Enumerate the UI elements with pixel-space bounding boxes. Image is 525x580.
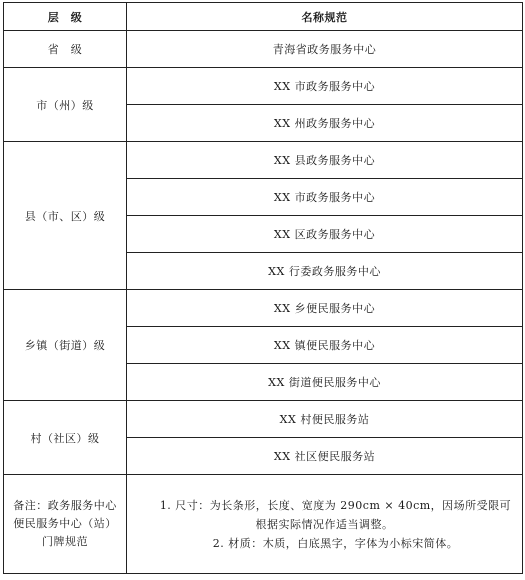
name-cell: XX 镇便民服务中心 <box>127 327 523 364</box>
header-name-spec: 名称规范 <box>127 3 523 31</box>
table-row <box>4 31 523 68</box>
note-item-1-line-2: 根据实际情况作适当调整。 <box>255 517 394 531</box>
name-cell: XX 区政务服务中心 <box>127 216 523 253</box>
note-item-1-line-1: 1. 尺寸：为长条形，长度、宽度为 290cm × 40cm，因场所受限可 <box>159 498 512 512</box>
name-cell: 青海省政务服务中心 <box>127 31 523 68</box>
note-label-line: 便民服务中心（站） <box>13 517 117 530</box>
table-row <box>4 68 523 105</box>
name-cell: XX 市政务服务中心 <box>127 179 523 216</box>
name-cell: XX 州政务服务中心 <box>127 105 523 142</box>
table-header-row <box>4 3 523 31</box>
level-township: 乡镇（街道）级 <box>4 290 127 401</box>
header-level: 层 级 <box>4 3 127 31</box>
name-cell: XX 乡便民服务中心 <box>127 290 523 327</box>
table-row <box>4 290 523 327</box>
name-cell: XX 社区便民服务站 <box>127 438 523 475</box>
level-city: 市（州）级 <box>4 68 127 142</box>
level-county: 县（市、区）级 <box>4 142 127 290</box>
naming-spec-table <box>3 2 523 574</box>
note-item-2: 2. 材质：木质，白底黑字，字体为小标宋简体。 <box>212 536 459 550</box>
name-cell: XX 村便民服务站 <box>127 401 523 438</box>
level-village: 村（社区）级 <box>4 401 127 475</box>
note-label <box>4 475 127 574</box>
name-cell: XX 街道便民服务中心 <box>127 364 523 401</box>
name-cell: XX 行委政务服务中心 <box>127 253 523 290</box>
note-label-line: 备注：政务服务中心 <box>13 499 117 512</box>
name-cell: XX 县政务服务中心 <box>127 142 523 179</box>
level-province: 省 级 <box>4 31 127 68</box>
name-cell: XX 市政务服务中心 <box>127 68 523 105</box>
table-row <box>4 401 523 438</box>
note-row <box>4 475 523 574</box>
note-label-line: 门牌规范 <box>42 535 88 548</box>
table-row <box>4 142 523 179</box>
note-body <box>127 475 523 574</box>
